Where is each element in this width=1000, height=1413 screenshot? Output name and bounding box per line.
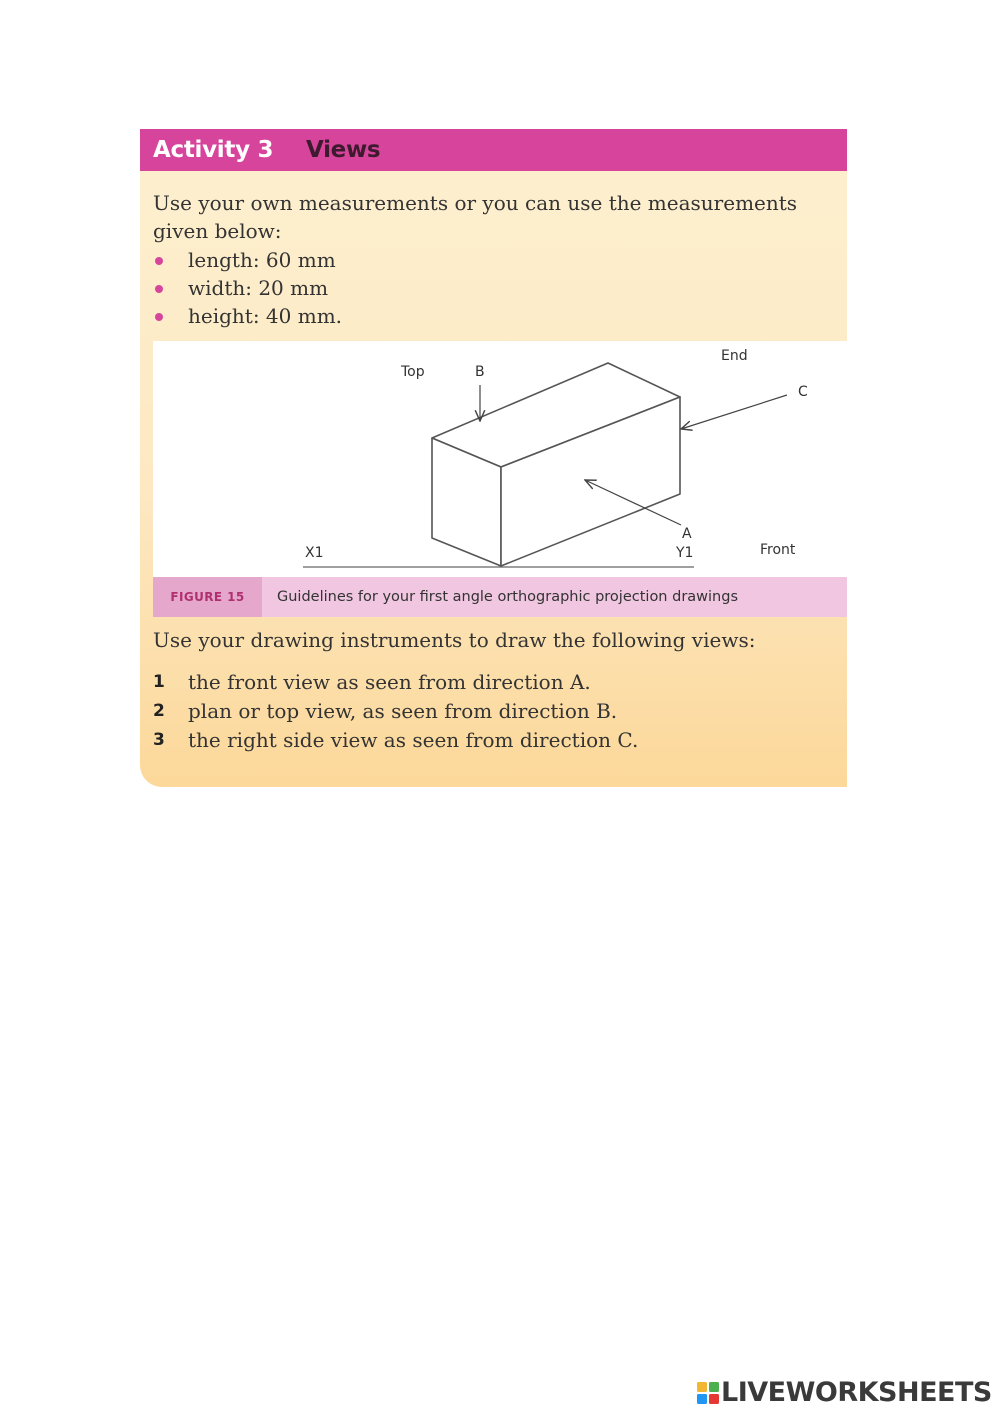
measurement-width: width: 20 mm bbox=[188, 276, 329, 300]
list-item bbox=[153, 697, 638, 726]
activity-title: Views bbox=[306, 137, 381, 163]
steps-list bbox=[153, 668, 638, 755]
label-front: Front bbox=[760, 542, 796, 558]
list-item bbox=[153, 668, 638, 697]
bullet-icon bbox=[155, 285, 163, 293]
figure-caption bbox=[153, 577, 847, 617]
step-text: plan or top view, as seen from direction B. bbox=[188, 699, 618, 723]
label-end: End bbox=[721, 348, 748, 364]
arrow-c bbox=[681, 395, 787, 429]
label-c: C bbox=[798, 384, 808, 400]
measurement-height: height: 40 mm. bbox=[188, 304, 343, 328]
step-text: the right side view as seen from direction C. bbox=[188, 728, 639, 752]
box-drawing bbox=[153, 341, 847, 577]
step-text: the front view as seen from direction A. bbox=[188, 670, 591, 694]
step-number: 1 bbox=[153, 672, 165, 692]
label-a: A bbox=[682, 526, 692, 542]
watermark-text: LIVEWORKSHEETS bbox=[721, 1377, 992, 1408]
measurement-length: length: 60 mm bbox=[188, 248, 336, 272]
instruction-text: Use your drawing instruments to draw the following views: bbox=[153, 628, 756, 652]
figure-number: FIGURE 15 bbox=[153, 577, 262, 617]
step-number: 3 bbox=[153, 730, 165, 750]
activity-card bbox=[140, 129, 847, 787]
label-x1: X1 bbox=[305, 545, 324, 561]
activity-label: Activity 3 bbox=[153, 137, 274, 163]
label-y1: Y1 bbox=[676, 545, 694, 561]
bullet-icon bbox=[155, 257, 163, 265]
label-top: Top bbox=[401, 364, 425, 380]
activity-header bbox=[140, 129, 847, 171]
liveworksheets-logo-icon bbox=[697, 1382, 719, 1404]
step-number: 2 bbox=[153, 701, 165, 721]
label-b: B bbox=[475, 364, 485, 380]
list-item bbox=[153, 302, 342, 330]
list-item bbox=[153, 274, 342, 302]
list-item bbox=[153, 246, 342, 274]
bullet-icon bbox=[155, 313, 163, 321]
list-item bbox=[153, 726, 638, 755]
measurements-list bbox=[153, 246, 342, 330]
figure-caption-text: Guidelines for your first angle orthographic projection drawings bbox=[277, 589, 738, 605]
intro-text: Use your own measurements or you can use the measurements given below: bbox=[153, 191, 798, 243]
isometric-figure bbox=[153, 341, 847, 577]
